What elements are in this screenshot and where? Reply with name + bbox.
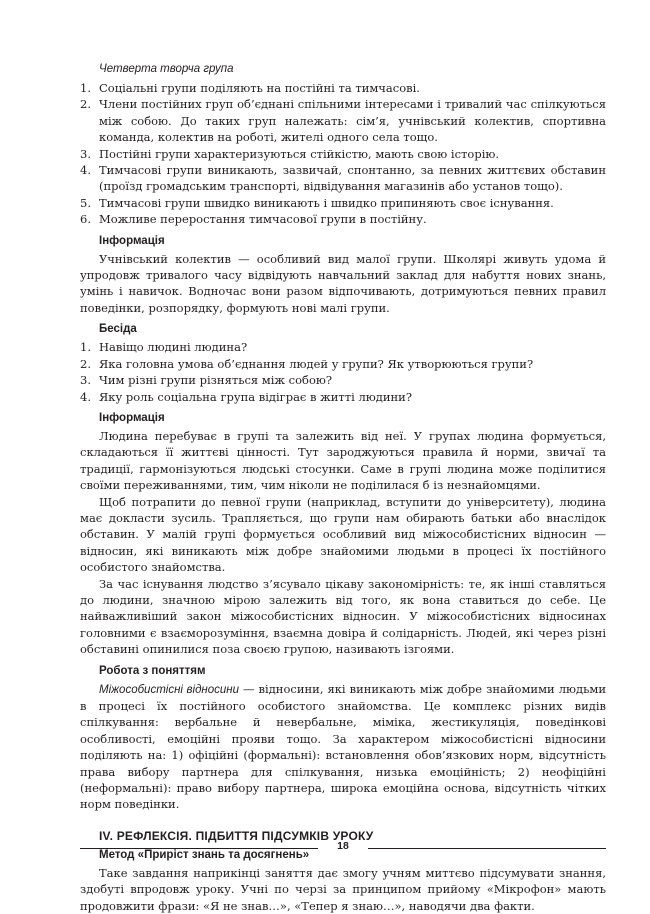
info-paragraph: Людина перебуває в групі та залежить від неї. У групах людина формується, складаються її життєві цінності. Тут зароджуються правила й норми, звичаї та традиції, гармонізуються людські стосунки. Саме в групі людина може поділитися своїми переживаннями, тим, чим ніколи не поділилася б із незнайомцями. — [80, 428, 606, 493]
info-paragraph: Щоб потрапити до певної групи (наприклад, вступити до університету), людина має докласти зусиль. Трапляється, що групи нам обирають батьки або внаслідок обставин. У малій групі формується особливий вид міжособистісних відносин — відносин, які виникають між добре знайомими людьми в процесі їх постійного особистого знайомства. — [80, 494, 606, 575]
info-heading: Інформація — [99, 234, 165, 247]
info-paragraph: За час існування людство з’ясувало цікаву закономірність: те, як інші ставляться до людини, значною мірою залежить від того, як вона ставиться до себе. Це найважливіший закон міжособистісних відносин. У міжособистісних відносинах головними є взаєморозуміння, взаємна довіра й солідарність. Людей, які через різні обставині опинилися поза своєю групою, називають ізгоями. — [80, 576, 606, 657]
list-item: 2. Члени постійних груп об’єднані спільними інтересами і тривалий час спілкуються між собою. До таких груп належать: сім’я, учнівський колектив, спортивна команда, колектив на роботі, жителі одного села тощо. — [80, 97, 606, 145]
section-title: IV. РЕФЛЕКСІЯ. ПІДБИТТЯ ПІДСУМКІВ УРОКУ — [99, 828, 374, 843]
method-heading: Метод «Приріст знань та досягнень» — [99, 848, 310, 861]
concept-term: Міжособистісні відносини — [99, 683, 240, 696]
list-item: 3. Чим різні групи різняться між собою? — [80, 373, 333, 388]
page-content — [80, 62, 606, 914]
talk-list — [80, 339, 606, 405]
group-title: Четверта творча група — [99, 63, 234, 75]
concepts-heading: Робота з поняттям — [99, 664, 206, 677]
list-item: 2. Яка головна умова об’єднання людей у групи? Як утворюються групи? — [80, 356, 534, 371]
page-footer — [80, 840, 606, 856]
page-number: 18 — [337, 840, 349, 852]
footer-rule-left — [80, 848, 318, 849]
list-item: 1. Навіщо людині людина? — [80, 340, 248, 355]
list-item: 3. Постійні групи характеризуються стійкістю, мають свою історію. — [80, 146, 500, 161]
method-paragraph: Таке завдання наприкінці заняття дає змогу учням миттєво підсумувати знання, здобуті впродовж уроку. Учні по черзі за принципом прийому «Мікрофон» мають продовжити фрази: «Я не знав…», «Тепер я знаю…», наводячи два факти. — [80, 865, 606, 913]
concepts-paragraph — [80, 681, 606, 813]
list-item: 6. Можливе переростання тимчасової групи в постійну. — [80, 212, 427, 227]
footer-rule-right — [368, 848, 606, 849]
group-list — [80, 80, 606, 228]
info-heading: Інформація — [99, 411, 165, 424]
list-item: 5. Тимчасові групи швидко виникають і швидко припиняють своє існування. — [80, 195, 554, 210]
talk-heading: Бесіда — [99, 323, 137, 336]
list-item: 4. Яку роль соціальна група відіграє в житті людини? — [80, 389, 413, 404]
concept-definition: — відносини, які виникають між добре знайомими людьми в процесі їх постійного особистого знайомства. Це комплекс різних видів спілкування: вербальне й невербальне, міміка, жестикуляція, поведінкові особливості, емоційні прояви тощо. За характером міжособистісні відносини поділяють на: 1) офіційні (формальні): встановлення обов’язкових норм, відсутність права вибору партнера для спілкування, низька емоційність; 2) неофіційні (неформальні): право вибору партнера, широка емоційна основа, відсутність чітких норм поведінки. — [80, 681, 606, 812]
list-item: 1. Соціальні групи поділяють на постійні та тимчасові. — [80, 81, 420, 95]
list-item: 4. Тимчасові групи виникають, зазвичай, спонтанно, за певних життєвих обставин (проїзд громадським транспорті, відвідування магазинів або установ тощо). — [80, 163, 606, 194]
info-paragraph: Учнівський колектив — особливий вид малої групи. Школярі живуть удома й упродовж тривалого часу відвідують навчальний заклад для набуття нових знань, умінь і навичок. Водночас вони разом відпочивають, дотримуються певних правил поведінки, розпорядку, формують нові малі групи. — [80, 251, 606, 315]
